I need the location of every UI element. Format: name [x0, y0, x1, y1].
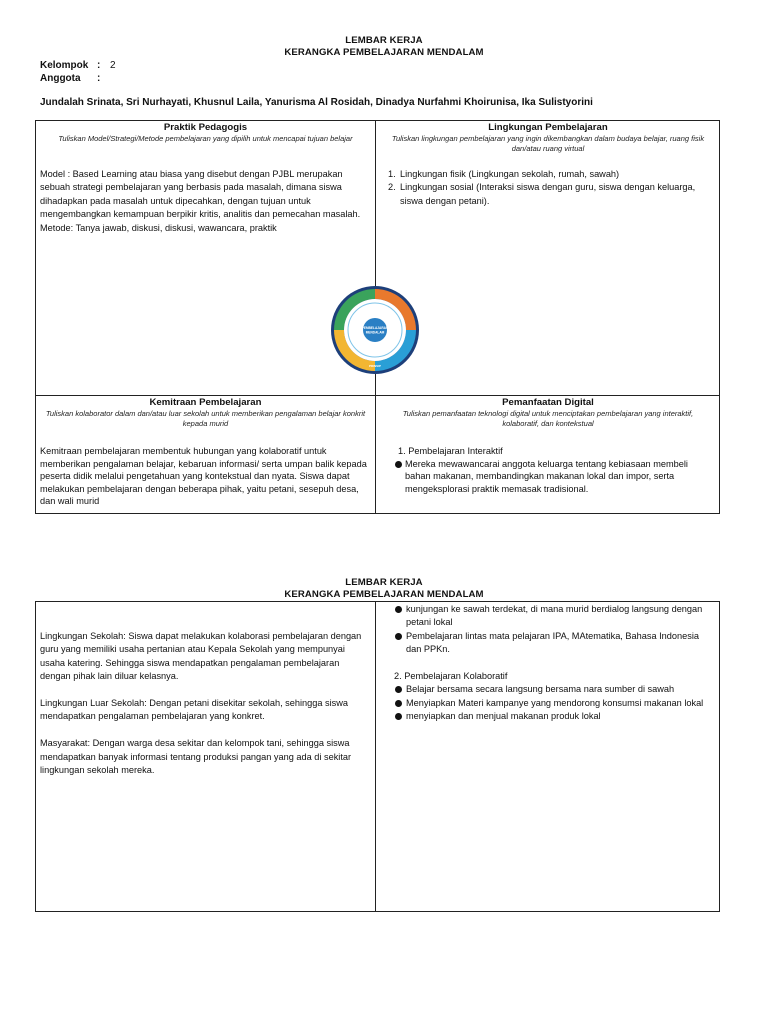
kemitraan-continuation	[40, 630, 372, 777]
kelompok-sep: :	[97, 60, 101, 71]
praktik-instruction: Tuliskan Model/Strategi/Metode pembelajaran yang dipilih untuk mencapai tujuan belajar	[58, 134, 353, 143]
digital-heading: Pemanfaatan Digital	[502, 397, 594, 408]
list-item-text: menyiapkan dan menjual makanan produk lokal	[406, 711, 601, 722]
praktik-header	[36, 122, 375, 144]
praktik-metode-text: Metode: Tanya jawab, diskusi, diskusi, wawancara, praktik	[40, 222, 277, 233]
kemitraan-instruction: Tuliskan kolaborator dalam dan/atau luar sekolah untuk memberikan pengalaman belajar konkrit kepada murid	[45, 409, 366, 428]
list-item-text: Belajar bersama secara langsung bersama nara sumber di sawah	[406, 684, 675, 695]
bullet-icon	[395, 633, 402, 640]
list-item-text: Menyiapkan Materi kampanye yang mendorong konsumsi makanan lokal	[406, 697, 704, 708]
page1-subtitle: KERANGKA PEMBELAJARAN MENDALAM	[284, 47, 484, 58]
grid-divider-horizontal	[35, 395, 720, 396]
diagram-center-label-1: PEMBELAJARAN	[361, 326, 389, 330]
masyarakat-text: Masyarakat: Dengan warga desa sekitar dan kelompok tani, sehingga siswa mendapatkan banyak informasi tentang produksi pangan yang ada di sekitar lingkungan sekolah mereka.	[40, 738, 352, 776]
list-item	[388, 168, 713, 181]
list-item	[388, 181, 713, 208]
praktik-heading: Praktik Pedagogis	[163, 122, 248, 133]
lingkungan-luar-sekolah-text: Lingkungan Luar Sekolah: Dengan petani disekitar sekolah, sehingga siswa mendapatkan pengalaman pembelajaran yang konkret.	[40, 698, 348, 722]
lingkungan-sekolah-text: Lingkungan Sekolah: Siswa dapat melakukan kolaborasi pembelajaran dengan guru yang memiliki usaha pertanian atau Kepala Sekolah yang mempunyai usaha katering. Sehingga siswa mendapatkan pengalaman pembelajaran dengan pihak lain diluar kelasnya.	[40, 631, 362, 682]
digital-item-2: 2. Pembelajaran Kolaboratif	[394, 671, 508, 682]
praktik-body	[40, 168, 372, 235]
digital-item-1: 1. Pembelajaran Interaktif	[398, 446, 503, 456]
bullet-icon	[395, 713, 402, 720]
page2-subtitle: KERANGKA PEMBELAJARAN MENDALAM	[284, 589, 484, 600]
lingkungan-heading: Lingkungan Pembelajaran	[488, 122, 608, 133]
anggota-label: Anggota	[40, 73, 81, 84]
kemitraan-header	[36, 397, 375, 429]
list-item-text: Lingkungan fisik (Lingkungan sekolah, rumah, sawah)	[400, 169, 620, 179]
kemitraan-heading: Kemitraan Pembelajaran	[149, 397, 262, 408]
praktik-model-text: Model : Based Learning atau biasa yang disebut dengan PJBL merupakan sebuah strategi pembelajaran yang berbasis pada masalah, dimana siswa dihadapkan pada masalah untuk dipecahkan, dengan tujuan untuk mengembangkan kemampuan berpikir kritis, analitis dan pemecahan masalah.	[40, 169, 361, 220]
list-item	[394, 710, 714, 723]
lingkungan-instruction: Tuliskan lingkungan pembelajaran yang ingin dikembangkan dalam budaya belajar, ruang fisik dan/atau ruang virtual	[391, 134, 705, 153]
members-list: Jundalah Srinata, Sri Nurhayati, Khusnul Laila, Yanurisma Al Rosidah, Dinadya Nurfahmi Khoirunisa, Ika Sulistyorini	[40, 97, 593, 108]
list-item	[394, 683, 714, 696]
list-item	[394, 697, 714, 710]
digital-instruction: Tuliskan pemanfaatan teknologi digital untuk menciptakan pembelajaran yang interaktif, kolaboratif, dan kontekstual	[402, 409, 694, 428]
digital-continuation	[394, 603, 714, 724]
list-item	[394, 458, 714, 496]
kelompok-value: 2	[110, 60, 116, 71]
digital-header	[376, 397, 720, 429]
deep-learning-diagram	[330, 285, 420, 375]
list-item	[394, 603, 714, 630]
list-item-text: Mereka mewawancarai anggota keluarga tentang kebiasaan membeli bahan makanan, membandingkan makanan lokal dan impor, serta mengeksplorasi praktik memasak tradisional.	[405, 458, 688, 494]
kemitraan-body: Kemitraan pembelajaran membentuk hubungan yang kolaboratif untuk memberikan pengalaman belajar, kebaruan informasi/ serta umpan balik kepada peserta didik melalui pengetahuan yang kontekstual dan nyata. Siswa dapat melakukan pembelajaran dengan beberapa pihak, yaitu petani, sesepuh desa, dan wali murid	[40, 446, 367, 507]
anggota-sep: :	[97, 73, 101, 84]
page2-title: LEMBAR KERJA	[345, 577, 423, 588]
list-marker: 2.	[388, 182, 396, 193]
bullet-icon	[395, 686, 402, 693]
page1-title: LEMBAR KERJA	[345, 35, 423, 46]
list-item	[394, 630, 714, 657]
digital-body	[398, 445, 714, 495]
bullet-icon	[395, 461, 402, 468]
lingkungan-body	[388, 168, 713, 208]
grid-divider-vertical	[375, 601, 376, 912]
lingkungan-header	[376, 122, 720, 154]
list-item-text: Pembelajaran lintas mata pelajaran IPA, MAtematika, Bahasa Indonesia dan PPKn.	[406, 630, 699, 655]
bullet-icon	[395, 606, 402, 613]
list-item-text: Lingkungan sosial (Interaksi siswa dengan guru, siswa dengan keluarga, siswa dengan petani).	[400, 182, 696, 206]
bullet-icon	[395, 700, 402, 707]
list-item-text: kunjungan ke sawah terdekat, di mana murid berdialog langsung dengan petani lokal	[406, 604, 703, 628]
diagram-center-label-2: MENDALAM	[365, 330, 385, 335]
diagram-ring-label: PRINSIP	[368, 364, 382, 368]
kelompok-label: Kelompok	[40, 60, 89, 71]
list-marker: 1.	[388, 169, 396, 179]
